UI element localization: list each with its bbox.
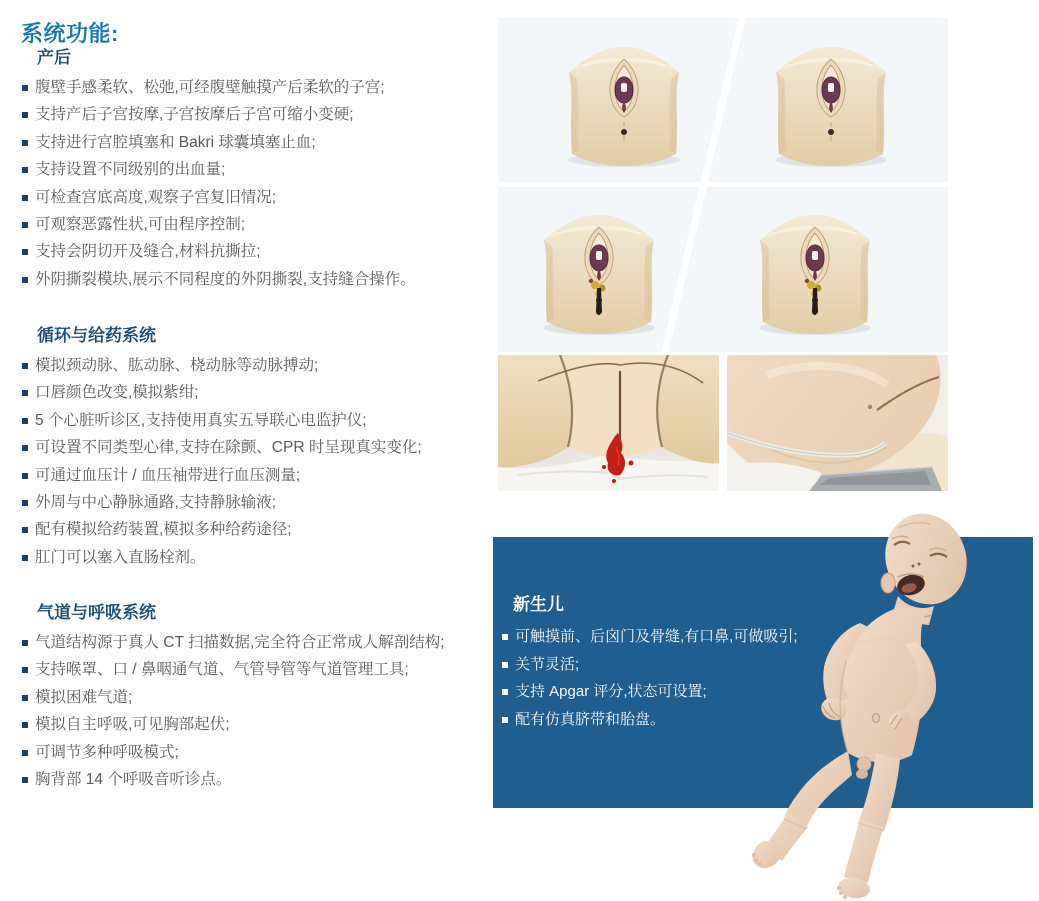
list-item [22,489,422,516]
feature-text: 肛门可以塞入直肠栓剂。 [35,548,206,566]
feature-text: 可通过血压计 / 血压袖带进行血压测量; [35,466,301,484]
bullet-square-icon [22,390,28,396]
feature-text: 口唇颜色改变,模拟紫绀; [35,384,199,402]
feature-list [22,74,416,293]
list-item [22,74,416,101]
feature-text: 气道结构源于真人 CT 扫描数据,完全符合正常成人解剖结构; [35,634,445,651]
list-item [22,544,422,571]
bullet-square-icon [22,277,28,283]
section-circulation [22,326,422,571]
section-postpartum [22,48,416,293]
list-item [22,352,422,379]
bullet-square-icon [22,112,28,118]
list-item [22,766,445,793]
list-item [22,684,445,711]
list-item [22,516,422,543]
list-item [22,739,445,766]
list-item [22,238,416,265]
list-item [22,379,422,406]
list-item [22,434,422,461]
list-item [22,656,445,683]
list-item [22,462,422,489]
feature-text: 支持进行宫腔填塞和 Bakri 球囊填塞止血; [35,133,316,151]
list-item [22,211,416,238]
bullet-square-icon [22,195,28,201]
bullet-square-icon [502,662,508,668]
feature-text: 支持喉罩、口 / 鼻咽通气道、气管导管等气道管理工具; [35,661,409,679]
feature-text: 关节灵活; [515,655,580,673]
feature-text: 胸背部 14 个呼吸音听诊点。 [35,771,232,789]
feature-text: 可调节多种呼吸模式; [35,743,179,761]
list-item [22,129,416,156]
section-heading: 气道与呼吸系统 [37,603,156,622]
perineal-model-photo-4 [735,194,895,344]
bullet-square-icon [502,717,508,723]
feature-text: 支持产后子宫按摩,子宫按摩后子宫可缩小变硬; [35,106,354,124]
bullet-square-icon [22,140,28,146]
feature-text: 腹壁手感柔软、松弛,可经腹壁触摸产后柔软的子宫; [35,79,385,96]
bullet-square-icon [502,634,508,640]
feature-text: 支持设置不同级别的出血量; [35,161,226,179]
list-item [22,629,445,656]
feature-text: 模拟困难气道; [35,688,133,706]
bullet-square-icon [22,527,28,533]
bullet-square-icon [22,722,28,728]
page-title: 系统功能: [21,21,119,46]
bullet-square-icon [22,750,28,756]
feature-text: 可设置不同类型心律,支持在除颤、CPR 时呈现真实变化; [35,439,422,457]
feature-text: 可观察恶露性状,可由程序控制; [35,216,246,234]
bullet-square-icon [22,500,28,506]
bullet-square-icon [22,777,28,783]
feature-text: 模拟自主呼吸,可见胸部起伏; [35,716,230,734]
bullet-square-icon [22,473,28,479]
feature-text: 模拟颈动脉、肱动脉、桡动脉等动脉搏动; [35,357,319,374]
bullet-square-icon [22,249,28,255]
feature-text: 配有模拟给药装置,模拟多种给药途径; [35,521,292,539]
bullet-square-icon [22,363,28,369]
bullet-square-icon [22,695,28,701]
feature-list [22,629,445,793]
section-airway [22,603,445,793]
perineal-model-photo-grid [498,18,948,352]
list-item [22,407,422,434]
feature-text: 支持 Apgar 评分,状态可设置; [515,683,707,700]
bullet-square-icon [22,418,28,424]
list-item [22,156,416,183]
feature-text: 外阴撕裂模块,展示不同程度的外阴撕裂,支持缝合操作。 [35,270,416,288]
bullet-square-icon [22,667,28,673]
list-item [22,101,416,128]
section-heading: 循环与给药系统 [37,326,156,345]
list-item [22,711,445,738]
list-item [22,184,416,211]
feature-text: 可触摸前、后囟门及骨缝,有口鼻,可做吸引; [515,628,798,645]
list-item [22,266,416,293]
bullet-square-icon [502,689,508,695]
crying-newborn-manikin-photo [748,503,980,901]
section-heading: 产后 [37,48,71,67]
perineal-model-photo-3 [519,194,679,344]
feature-text: 5 个心脏听诊区,支持使用真实五导联心电监护仪; [35,411,367,429]
feature-list [22,352,422,571]
bullet-square-icon [22,85,28,91]
bullet-square-icon [22,222,28,228]
feature-text: 可检查宫底高度,观察子宫复旧情况; [35,188,277,206]
bullet-square-icon [22,445,28,451]
feature-text: 外周与中心静脉通路,支持静脉输液; [35,494,277,512]
bullet-square-icon [22,167,28,173]
feature-text: 配有仿真脐带和胎盘。 [515,710,666,728]
feature-text: 支持会阴切开及缝合,材料抗撕拉; [35,243,261,261]
perineal-model-photo-1 [544,26,704,176]
hip-drainage-tube-photo [727,355,948,491]
grid-horizontal-divider [498,182,948,187]
bullet-square-icon [22,640,28,646]
newborn-heading: 新生儿 [513,595,564,614]
bullet-square-icon [22,555,28,561]
perineal-model-photo-2 [751,26,911,176]
postpartum-bleeding-photo [498,355,719,491]
